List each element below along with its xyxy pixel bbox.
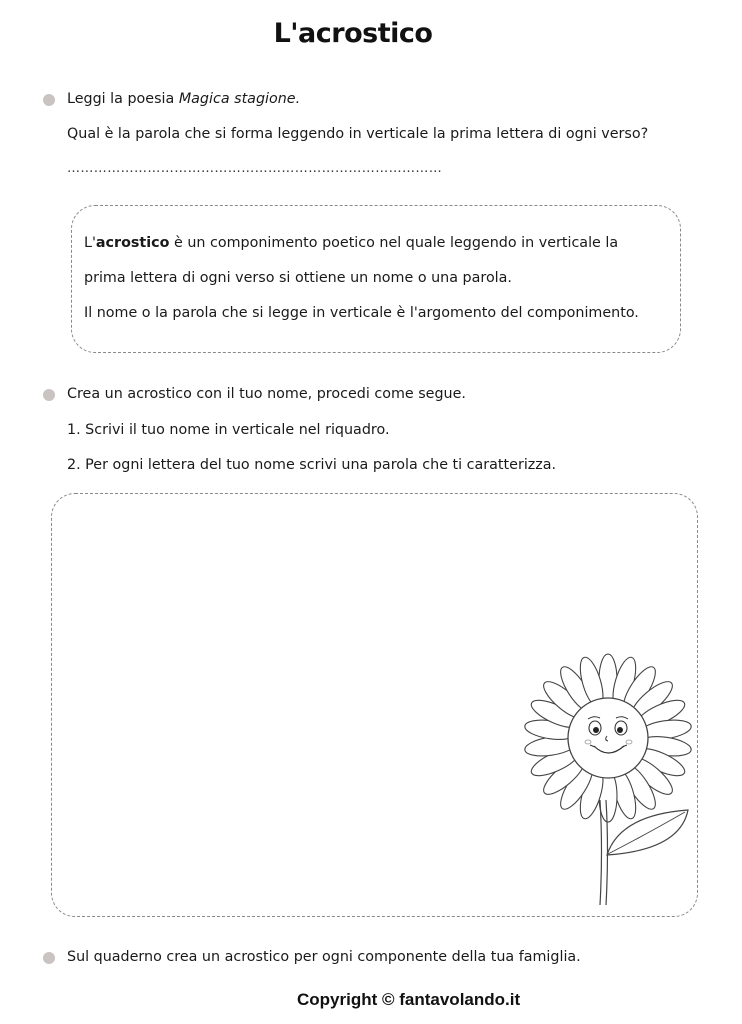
definition-line-1 [84, 234, 618, 252]
definition-keyword: acrostico [95, 235, 170, 251]
sunflower-icon [520, 650, 695, 910]
step-2: 2. Per ogni lettera del tuo nome scrivi una parola che ti caratterizza. [67, 457, 557, 473]
answer-line[interactable]: ………………………………………………………………………… [67, 161, 443, 176]
definition-line-2: prima lettera di ogni verso si ottiene un nome o una parola. [84, 270, 512, 286]
poem-title: Magica stagione. [178, 91, 301, 107]
bullet-icon [43, 94, 55, 106]
question-text: Qual è la parola che si forma leggendo in verticale la prima lettera di ogni verso? [67, 126, 649, 142]
step-1: 1. Scrivi il tuo nome in verticale nel riquadro. [67, 422, 390, 438]
instruction-read-poem-text: Leggi la poesia [67, 91, 179, 107]
bullet-icon [43, 389, 55, 401]
definition-line-1-rest: è un componimento poetico nel quale leggendo in verticale la [169, 235, 619, 251]
bullet-icon [43, 952, 55, 964]
copyright-footer: Copyright © fantavolando.it [297, 990, 521, 1009]
instruction-family: Sul quaderno crea un acrostico per ogni componente della tua famiglia. [67, 949, 581, 965]
definition-prefix: L' [84, 235, 96, 251]
instruction-create-acrostic: Crea un acrostico con il tuo nome, procedi come segue. [67, 386, 466, 402]
instruction-read-poem [67, 90, 300, 108]
definition-line-3: Il nome o la parola che si legge in verticale è l'argomento del componimento. [84, 305, 639, 321]
page-title: L'acrostico [273, 18, 433, 49]
